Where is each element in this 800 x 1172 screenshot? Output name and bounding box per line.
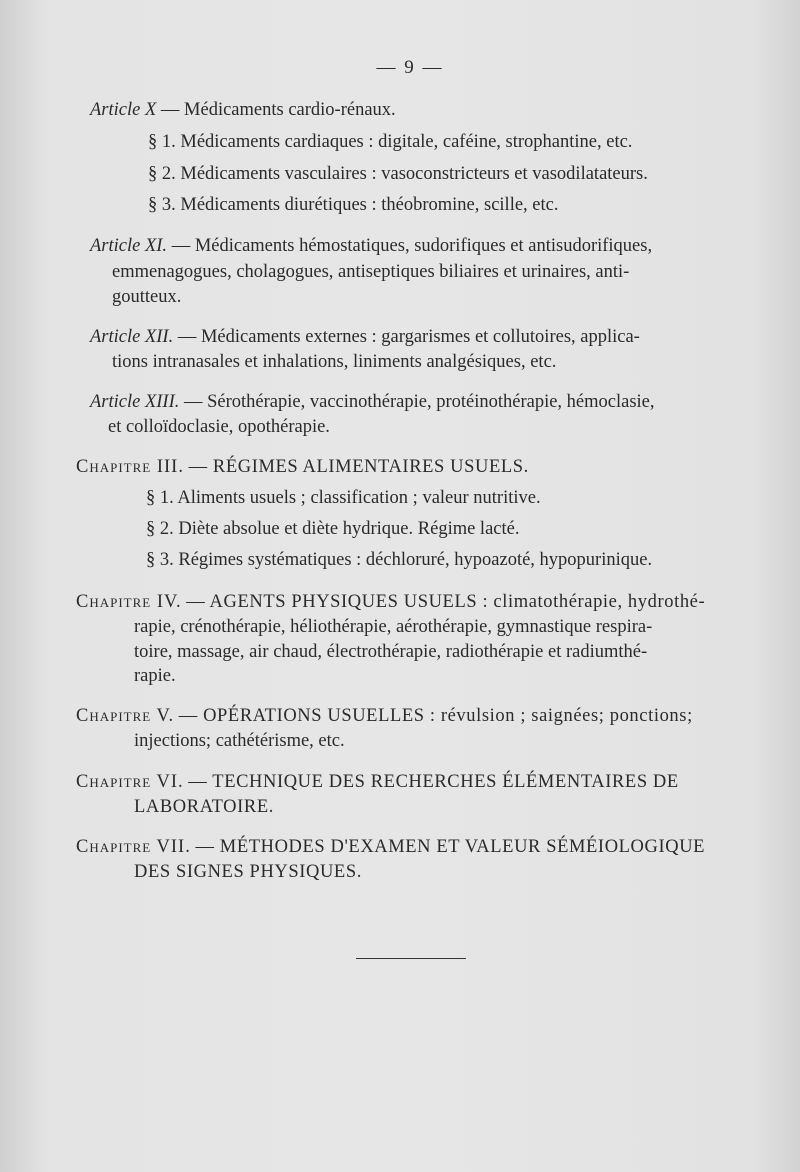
article-xi-text-1: — Médicaments hémostatiques, sudorifiques et antisudorifiques, [171,236,653,256]
chapitre-iii-item-3: § 3. Régimes systématiques : déchloruré, hypoazoté, hypopurinique. [146,550,653,570]
article-x-item-2: § 2. Médicaments vasculaires : vasoconstricteurs et vasodilatateurs. [148,164,648,184]
article-xii-label: Article XII. [90,327,174,347]
article-xi-line-2: emmenagogues, cholagogues, antiseptiques biliaires et urinaires, anti- [112,262,630,282]
article-xii-line-1 [90,325,640,349]
chapitre-iii-title: — RÉGIMES ALIMENTAIRES USUELS. [188,457,529,477]
article-xiii-line-2: et colloïdoclasie, opothérapie. [108,417,330,437]
chapitre-iii-item-1: § 1. Aliments usuels ; classification ; valeur nutritive. [146,488,541,508]
chapitre-iv-line-4: rapie. [134,666,176,686]
chapitre-vi-line-2: LABORATOIRE. [134,797,274,817]
article-xi-line-1 [90,234,652,258]
article-x-item-1: § 1. Médicaments cardiaques : digitale, caféine, strophantine, etc. [148,132,633,152]
chapitre-v-label: Chapitre V. [76,706,175,726]
article-x-title: — Médicaments cardio-rénaux. [160,100,396,120]
article-xiii-line-1 [90,390,655,414]
chapitre-iv-text-1: — AGENTS PHYSIQUES USUELS : climatothérapie, hydrothé- [186,592,706,612]
article-x-label: Article X [90,100,157,120]
chapitre-iii-heading [76,455,529,479]
article-xiii-label: Article XIII. [90,392,180,412]
article-xi-label: Article XI. [90,236,168,256]
chapitre-vi-line-1 [76,770,679,794]
chapitre-v-text-1: — OPÉRATIONS USUELLES : révulsion ; saignées; ponctions; [178,706,693,726]
chapitre-vi-text-1: — TECHNIQUE DES RECHERCHES ÉLÉMENTAIRES DE [188,772,679,792]
article-xii-line-2: tions intranasales et inhalations, liniments analgésiques, etc. [112,352,557,372]
chapitre-vi-label: Chapitre VI. [76,772,184,792]
chapitre-v-line-2: injections; cathétérisme, etc. [134,731,345,751]
article-x-heading [90,98,396,122]
article-xii-text-1: — Médicaments externes : gargarismes et collutoires, applica- [177,327,640,347]
chapitre-iii-label: Chapitre III. [76,457,184,477]
page-number: — 9 — [376,57,444,78]
article-xi-line-3: goutteux. [112,287,182,307]
article-xiii-text-1: — Sérothérapie, vaccinothérapie, protéinothérapie, hémoclasie, [184,392,655,412]
chapitre-vii-line-1 [76,835,705,859]
chapitre-v-line-1 [76,704,693,728]
chapitre-vii-line-2: DES SIGNES PHYSIQUES. [134,862,362,882]
chapitre-iii-item-2: § 2. Diète absolue et diète hydrique. Régime lacté. [146,519,520,539]
chapitre-iv-line-2: rapie, crénothérapie, héliothérapie, aérothérapie, gymnastique respira- [134,617,653,637]
chapitre-iv-line-3: toire, massage, air chaud, électrothérapie, radiothérapie et radiumthé- [134,642,648,662]
chapitre-vii-text-1: — MÉTHODES D'EXAMEN ET VALEUR SÉMÉIOLOGIQUE [195,837,706,857]
article-x-item-3: § 3. Médicaments diurétiques : théobromine, scille, etc. [148,195,559,215]
closing-rule [356,958,466,959]
chapitre-iv-label: Chapitre IV. [76,592,182,612]
chapitre-vii-label: Chapitre VII. [76,837,191,857]
chapitre-iv-line-1 [76,590,705,614]
